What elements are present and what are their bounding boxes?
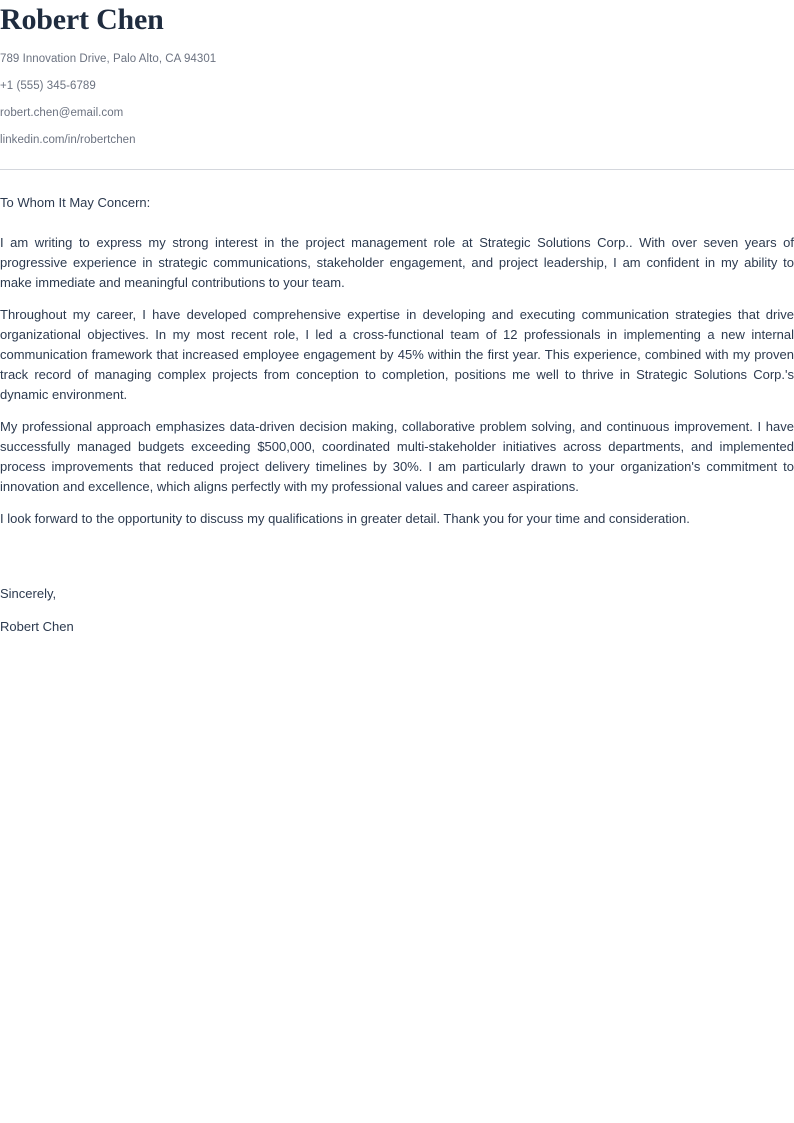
letter-header (0, 0, 794, 170)
body-paragraph-2: Throughout my career, I have developed comprehensive expertise in developing and executing communication strategies that drive organizational objectives. In my most recent role, I led a cross-functional team of 12 professionals in implementing a new internal communication framework that increased employee engagement by 45% within the first year. This experience, combined with my proven track record of managing complex projects from conception to completion, positions me well to thrive in Strategic Solutions Corp.'s dynamic environment. (0, 307, 794, 402)
letter-body (0, 170, 794, 529)
signature-name: Robert Chen (0, 619, 74, 634)
salutation: To Whom It May Concern: (0, 195, 151, 210)
body-paragraph-3: My professional approach emphasizes data-driven decision making, collaborative problem solving, and continuous improvement. I have successfully managed budgets exceeding $500,000, coordinated multi-stakeholder initiatives across departments, and implemented process improvements that reduced project delivery timelines by 30%. I am particularly drawn to your organization's commitment to innovation and excellence, which aligns perfectly with my professional values and career aspirations. (0, 419, 794, 494)
signature-block (0, 529, 794, 637)
body-paragraph-4: I look forward to the opportunity to discuss my qualifications in greater detail. Thank you for your time and consideration. (0, 511, 690, 526)
contact-info-list (0, 52, 794, 147)
contact-email: robert.chen@email.com (0, 107, 124, 119)
body-paragraph-1: I am writing to express my strong interest in the project management role at Strategic Solutions Corp.. With over seven years of progressive experience in strategic communications, stakeholder engagement, and project leadership, I am confident in my ability to make immediate and meaningful contributions to your team. (0, 235, 794, 290)
contact-linkedin: linkedin.com/in/robertchen (0, 134, 136, 146)
page-title: Robert Chen (0, 3, 164, 36)
closing-salutation: Sincerely, (0, 586, 57, 601)
contact-address: 789 Innovation Drive, Palo Alto, CA 94301 (0, 53, 217, 65)
contact-phone: +1 (555) 345-6789 (0, 80, 96, 92)
